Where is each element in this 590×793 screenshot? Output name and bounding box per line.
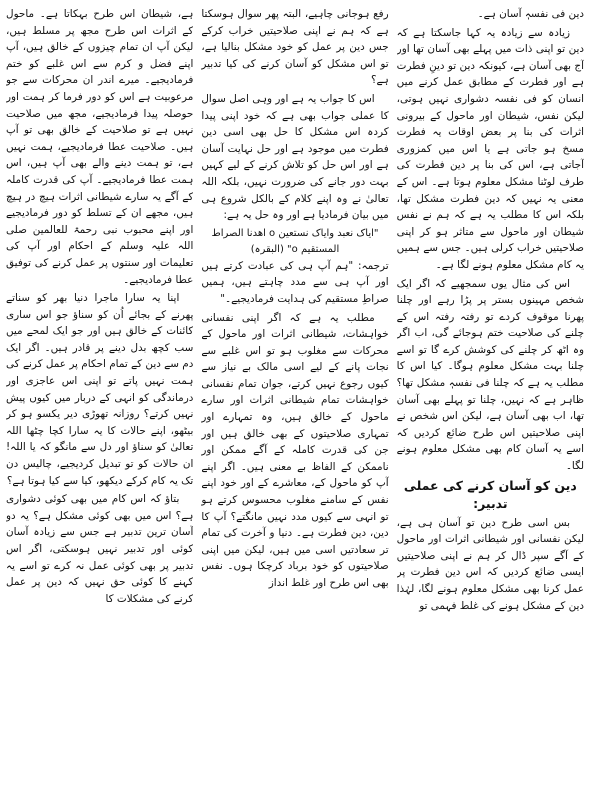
- paragraph: ہے، شیطان اس طرح بہکاتا ہے۔ ماحول کے اثرات اس طرح مجھ پر مسلط ہیں، لیکن آپ ان تمام چیزوں کے خالق ہیں، آپ اپنے فضل و کرم سے اس غلبے کو ختم فرمادیجیے۔ میرے اندر ان محرکات سے جو مرعوبیت ہے اس کو دور فرما کر ہمت اور حوصلہ پیدا فرمادیجیے، مجھ میں صلاحیت نہیں ہے تو صلاحیت کے خالق بھی تو آپ ہیں۔ صلاحیت عطا فرمادیجیے، ہمت نہیں ہے، تو ہمت دینے والے بھی آپ ہیں، اس ہمت عطا فرمادیجیے۔ آپ کی قدرت کاملہ کے آگے یہ سارے شیطانی اثرات ہیچ در ہیچ ہیں، مجھے ان کے تسلط کو دور فرمادیجیے اور اپنے محبوب نبی رحمۃ للعالمین صلی اللہ علیہ وسلم کے احکام اور آپ کی تعلیمات اور سنتوں پر عمل کرنے کی توفیق عطا فرمادیجیے۔: [6, 8, 194, 286]
- verse-text: "ایاک نعبد وایاک نستعین o اھدنا الصراط المستقیم o" (البقرہ): [211, 227, 379, 255]
- verse-translation: ترجمہ: "ہم آپ ہی کی عبادت کرتے ہیں اور آپ ہی سے مدد چاہتے ہیں، ہمیں صراطِ مستقیم کی ہدایت فرمادیجیے۔": [201, 259, 389, 305]
- paragraph: دین فی نفسہٖ آسان ہے۔: [477, 8, 584, 20]
- column-right: [397, 6, 584, 789]
- section-heading: دین کو آسان کرنے کی عملی تدبیر:: [403, 477, 577, 511]
- paragraph: بس اسی طرح دین تو آسان ہی ہے، لیکن نفسانی اور شیطانی اثرات اور ماحول کے آگے سپر ڈال کر ہم نے اپنی صلاحیتیں ایسی ضائع کردیں کہ اس دین فطرت پر عمل کرنا بھی مشکل معلوم ہونے لگا، لہٰذا دین کے مشکل ہونے کی غلط فہمی تو: [396, 516, 584, 612]
- paragraph: زیادہ سے زیادہ یہ کہا جاسکتا ہے کہ دین تو اپنی ذات میں پہلے بھی آسان تھا اور آج بھی آسان ہے، کیونکہ دین تو دینِ فطرت ہے اور فطرت کے مطابق عمل کرنے میں انسان کو فی نفسہ دشواری نہیں ہوتی، لیکن نفس، شیطان اور ماحول کے بیرونی اثرات کی بنا پر بعض اوقات یہ فطرت مسخ ہو جاتی ہے یا اس میں کمزوری آجاتی ہے، اس کی بنا پر دین فطرت کی طرف لوٹنا مشکل معلوم ہوتا ہے۔ اس کے معنی یہ نہیں کہ دین فطرت مشکل تھا، بلکہ اس کا مطلب یہ ہے کہ ہم نے نفس شیطان اور ماحول سے متاثر ہو کر اپنی صلاحیتیں خراب کرلی ہیں۔ جس سے ہمیں یہ کام مشکل معلوم ہونے لگا ہے۔: [396, 26, 584, 271]
- paragraph: رفع ہوجانی چاہیے، البتہ پھر سوال ہوسکتا ہے کہ ہم نے اپنی صلاحیتیں خراب کرکے جس دین پر عمل کو خود مشکل بنالیا ہے، تو اس مشکل کو آسان کرنے کی کیا تدبیر ہے؟: [201, 8, 389, 87]
- paragraph: مطلب یہ ہے کہ اگر اپنی نفسانی خواہشات، شیطانی اثرات اور ماحول کے محرکات سے مغلوب ہو تو اس غلبے سے نجات پانے کے لیے اسی مالک بے نیاز سے کیوں رجوع نہیں کرتے، جوان تمام نفسانی خواہشات تمام شیطانی اثرات اور سارے ماحول کے خالق ہیں، وہ تمہارے اور تمہاری صلاحیتوں کے بھی خالق ہیں اور جن کی قدرت کاملہ کے آگے ممکن اور ناممکن کے الفاظ بے معنی ہیں۔ اگر اپنے آپ کو ماحول کے، معاشرے کے اور خود اپنے نفس کے سامنے مغلوب محسوس کرتے ہو تو انہی سے کیوں مدد نہیں مانگتے؟ آپ کا دین، دین فطرت ہے۔ دنیا و آخرت کی تمام تر سعادتیں اسی میں ہیں، لیکن میں اپنی صلاحیتوں کو خود برباد کرچکا ہوں۔ نفس بھی اس طرح اور غلط انداز: [201, 311, 389, 589]
- column-middle: [201, 6, 388, 789]
- quran-verse: [201, 226, 388, 258]
- paragraph: بتاؤ کہ اس کام میں بھی کوئی دشواری ہے؟ اس میں بھی کوئی مشکل ہے؟ یہ دو آسان ترین تدبیر ہے جس سے زیادہ آسان کوئی اور تدبیر نہیں ہوسکتی، اگر اس تدبیر پر بھی کوئی عمل نہ کرے تو اسے یہ کہنے کا کوئی حق نہیں کہ دین پر عمل کرنے کی مشکلات کا: [6, 493, 194, 605]
- paragraph: اس کا جواب یہ ہے اور وہی اصل سوال کا عملی جواب بھی ہے کہ خود اپنی پیدا کردہ اس مشکل کا حل بھی اسی دین فطرت میں موجود ہے اور حل نہایت آسان ہے اور اس حل کو تلاش کرنے کے لیے کہیں بہت دور جانے کی ضرورت نہیں، بلکہ اللہ تعالیٰ نے وہ اپنے کلام کے بالکل شروع ہی میں بیان فرمادیا ہے اور وہ حل یہ ہے:: [201, 92, 389, 222]
- paragraph: اپنا یہ سارا ماجرا دنیا بھر کو سناتے پھرنے کے بجائے اُن کو سناؤ جو اس ساری کائنات کے خالق ہیں اور جو ایک لمحے میں سب کچھ بدل دینے پر قادر ہیں۔ اگر ایک دم سے دین کے تمام احکام پر عمل کرنے کی ہمت نہیں پاتے تو اپنی اس عاجزی اور درماندگی کو انہی کے دربار میں کیوں پیش نہیں کرتے؟ روزانہ تھوڑی دیر یکسو ہو کر بیٹھو، اپنے حالات کا یہ سارا کچا چٹھا اللہ تعالیٰ کو سناؤ اور دل سے مانگو کہ یا اللہ! ان حالات کو تو تبدیل کردیجیے، چالیس دن تک یہ کام کرکے دیکھو، کیا سے کیا ہوتا ہے؟: [6, 292, 194, 487]
- column-left: [6, 6, 193, 789]
- text-columns: [6, 6, 584, 789]
- paragraph: اس کی مثال یوں سمجھیے کہ اگر ایک شخص مہینوں بستر پر پڑا رہے اور چلنا پھرنا موقوف کردے تو رفتہ رفتہ اس کے چلنے کی صلاحیت ختم ہوجائے گی، اب اگر وہ اٹھ کر چلنے کی کوشش کرے گا تو اسے چلنا بہت مشکل معلوم ہوگا۔ کیا اس کا مطلب یہ ہے کہ چلنا فی نفسہٖ مشکل تھا؟ ظاہر ہے کہ نہیں، چلنا تو پہلے بھی آسان تھا، اب بھی آسان ہے، لیکن اس شخص نے اپنی صلاحیتیں اس طرح ضائع کردیں کہ اسے یہ آسان کام بھی مشکل معلوم ہونے لگا۔: [396, 277, 584, 473]
